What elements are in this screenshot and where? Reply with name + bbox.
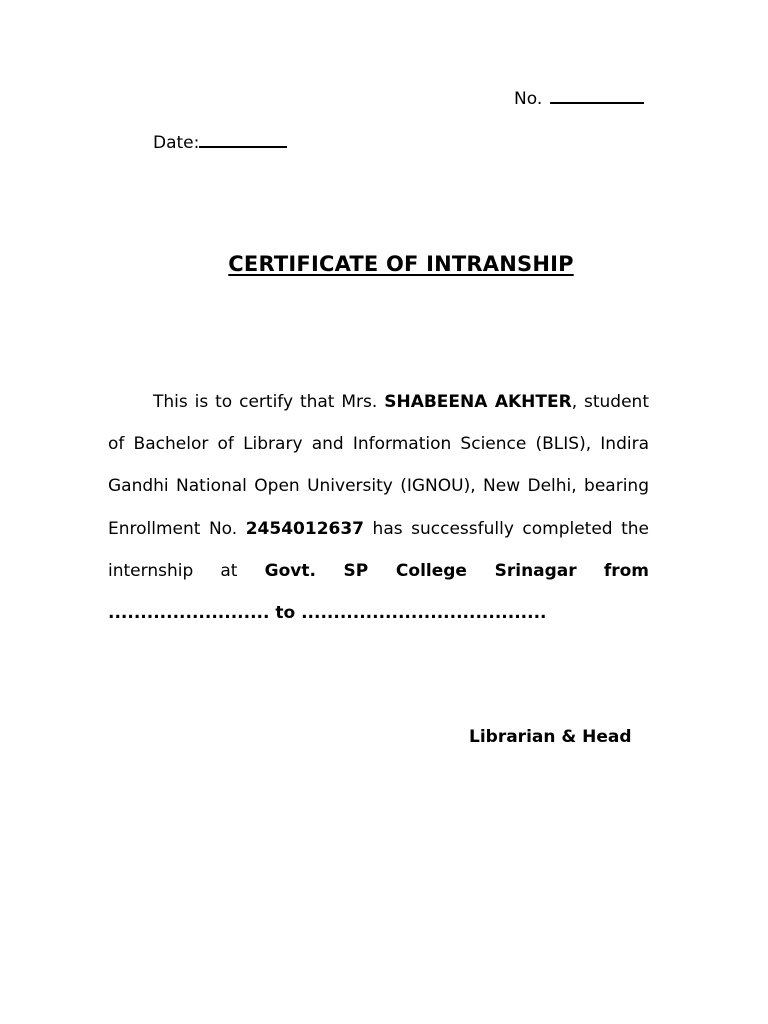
certificate-number-blank <box>550 88 644 104</box>
internship-period: from ......................... to ...................................... <box>108 560 649 624</box>
enrollment-number: 2454012637 <box>245 518 365 539</box>
body-after-enrollment: has successfully completed the internship at <box>108 518 650 581</box>
certificate-body <box>108 381 649 634</box>
certificate-date <box>153 132 287 153</box>
body-after-name: , student of Bachelor of Library and Information Science (BLIS), Indira Gandhi National Open University (IGNOU), New Delhi, bearing Enrollment No. <box>108 392 650 539</box>
certificate-number <box>514 88 644 109</box>
institution-name: Govt. SP College Srinagar <box>264 560 577 581</box>
certificate-title: CERTIFICATE OF INTRANSHIP <box>228 252 574 276</box>
certificate-date-blank <box>199 132 287 148</box>
signatory-title: Librarian & Head <box>469 727 632 747</box>
body-intro: This is to certify that Mrs. <box>153 392 378 412</box>
student-name: SHABEENA AKHTER <box>384 392 572 412</box>
certificate-date-label: Date: <box>153 133 200 153</box>
certificate-number-label: No. <box>514 89 543 109</box>
